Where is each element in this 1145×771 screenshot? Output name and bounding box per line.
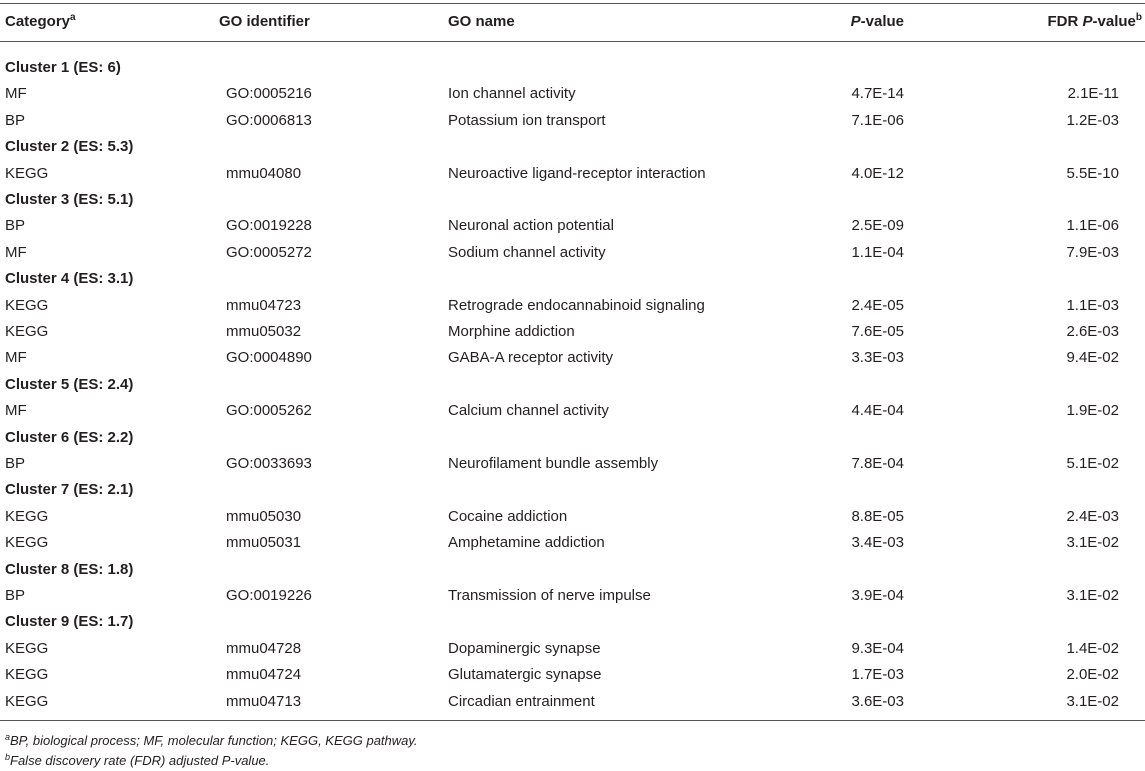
header-pvalue: P-value — [850, 13, 904, 30]
cell-category: KEGG — [5, 508, 49, 525]
cell-fdr-pvalue: 2.0E-02 — [1066, 666, 1119, 683]
cell-go-identifier: GO:0006813 — [226, 112, 312, 129]
cell-category: KEGG — [5, 534, 49, 551]
cell-fdr-pvalue: 3.1E-02 — [1066, 587, 1119, 604]
cell-pvalue: 4.7E-14 — [851, 85, 904, 102]
cell-pvalue: 7.6E-05 — [851, 323, 904, 340]
cluster-label: Cluster 4 (ES: 3.1) — [5, 270, 134, 287]
cell-go-name: Amphetamine addiction — [448, 534, 605, 551]
cell-go-identifier: GO:0019228 — [226, 217, 312, 234]
header-category: Category$^a$ — [5, 12, 76, 30]
cell-pvalue: 1.1E-04 — [851, 244, 904, 261]
cell-go-identifier: GO:0005216 — [226, 85, 312, 102]
cell-fdr-pvalue: 1.1E-06 — [1066, 217, 1119, 234]
cell-go-identifier: GO:0019226 — [226, 587, 312, 604]
cell-pvalue: 3.4E-03 — [851, 534, 904, 551]
cell-category: BP — [5, 455, 26, 472]
bottom-rule — [0, 720, 1145, 721]
header-go-name: GO name — [448, 13, 515, 30]
cluster-label: Cluster 2 (ES: 5.3) — [5, 138, 134, 155]
cell-go-identifier: mmu04724 — [226, 666, 302, 683]
cell-pvalue: 3.6E-03 — [851, 693, 904, 710]
cluster-label: Cluster 1 (ES: 6) — [5, 59, 121, 76]
cell-fdr-pvalue: 5.1E-02 — [1066, 455, 1119, 472]
cell-category: KEGG — [5, 640, 49, 657]
cell-pvalue: 7.1E-06 — [851, 112, 904, 129]
cell-fdr-pvalue: 2.1E-11 — [1067, 85, 1119, 102]
cell-go-identifier: GO:0033693 — [226, 455, 312, 472]
cell-go-identifier: GO:0005262 — [226, 402, 312, 419]
cell-go-identifier: mmu04713 — [226, 693, 302, 710]
cell-category: MF — [5, 349, 27, 366]
cell-category: MF — [5, 402, 27, 419]
cell-pvalue: 7.8E-04 — [851, 455, 904, 472]
cell-go-name: Neurofilament bundle assembly — [448, 455, 659, 472]
cell-go-name: Glutamatergic synapse — [448, 666, 602, 683]
cell-pvalue: 4.0E-12 — [851, 165, 904, 182]
cluster-label: Cluster 5 (ES: 2.4) — [5, 376, 134, 393]
cell-pvalue: 2.5E-09 — [851, 217, 904, 234]
cell-pvalue: 2.4E-05 — [851, 297, 904, 314]
cluster-label: Cluster 9 (ES: 1.7) — [5, 613, 134, 630]
cell-go-identifier: GO:0004890 — [226, 349, 312, 366]
cell-go-identifier: mmu05032 — [226, 323, 302, 340]
cell-go-name: Circadian entrainment — [448, 693, 595, 710]
cell-category: MF — [5, 244, 27, 261]
footnote-b: $^b$False discovery rate (FDR) adjusted P-value. — [5, 752, 270, 768]
cell-go-name: Sodium channel activity — [448, 244, 606, 261]
cell-pvalue: 3.9E-04 — [851, 587, 904, 604]
cell-fdr-pvalue: 3.1E-02 — [1066, 693, 1119, 710]
cell-category: KEGG — [5, 165, 49, 182]
cluster-label: Cluster 6 (ES: 2.2) — [5, 429, 134, 446]
cell-category: MF — [5, 85, 27, 102]
cell-go-identifier: GO:0005272 — [226, 244, 312, 261]
footnote-a: $^a$BP, biological process; MF, molecular function; KEGG, KEGG pathway. — [5, 732, 418, 748]
cell-go-identifier: mmu05031 — [226, 534, 302, 551]
header-rule — [0, 41, 1145, 42]
cluster-label: Cluster 3 (ES: 5.1) — [5, 191, 134, 208]
cell-pvalue: 9.3E-04 — [851, 640, 904, 657]
cell-go-name: Ion channel activity — [448, 85, 576, 102]
cell-pvalue: 1.7E-03 — [851, 666, 904, 683]
header-fdr-pvalue: FDR P-value$^b$ — [1047, 12, 1142, 30]
cluster-label: Cluster 8 (ES: 1.8) — [5, 561, 134, 578]
top-rule — [0, 3, 1145, 4]
cell-go-identifier: mmu05030 — [226, 508, 302, 525]
cluster-label: Cluster 7 (ES: 2.1) — [5, 481, 134, 498]
cell-go-name: Cocaine addiction — [448, 508, 568, 525]
cell-fdr-pvalue: 1.4E-02 — [1066, 640, 1119, 657]
cell-fdr-pvalue: 1.2E-03 — [1066, 112, 1119, 129]
cell-fdr-pvalue: 7.9E-03 — [1066, 244, 1119, 261]
cell-go-name: Retrograde endocannabinoid signaling — [448, 297, 705, 314]
cell-category: BP — [5, 112, 26, 129]
cell-fdr-pvalue: 9.4E-02 — [1066, 349, 1119, 366]
cell-go-name: Calcium channel activity — [448, 402, 609, 419]
cell-category: BP — [5, 587, 26, 604]
cell-category: KEGG — [5, 693, 49, 710]
cell-go-identifier: mmu04723 — [226, 297, 302, 314]
cell-go-name: Neuronal action potential — [448, 217, 614, 234]
cell-go-name: Morphine addiction — [448, 323, 575, 340]
footnotes — [5, 731, 418, 771]
header-go-identifier: GO identifier — [219, 13, 310, 30]
cell-go-identifier: mmu04728 — [226, 640, 302, 657]
cell-pvalue: 3.3E-03 — [851, 349, 904, 366]
cell-category: BP — [5, 217, 26, 234]
cell-pvalue: 4.4E-04 — [851, 402, 904, 419]
cell-fdr-pvalue: 2.4E-03 — [1066, 508, 1119, 525]
cell-go-name: GABA-A receptor activity — [448, 349, 614, 366]
cell-fdr-pvalue: 2.6E-03 — [1066, 323, 1119, 340]
cell-fdr-pvalue: 3.1E-02 — [1066, 534, 1119, 551]
cell-category: KEGG — [5, 297, 49, 314]
cell-go-name: Transmission of nerve impulse — [448, 587, 651, 604]
cell-fdr-pvalue: 1.9E-02 — [1066, 402, 1119, 419]
cell-go-name: Neuroactive ligand-receptor interaction — [448, 165, 706, 182]
cell-pvalue: 8.8E-05 — [851, 508, 904, 525]
cell-category: KEGG — [5, 323, 49, 340]
cell-go-name: Dopaminergic synapse — [448, 640, 601, 657]
cell-go-name: Potassium ion transport — [448, 112, 606, 129]
cell-fdr-pvalue: 1.1E-03 — [1066, 297, 1119, 314]
cell-fdr-pvalue: 5.5E-10 — [1066, 165, 1119, 182]
cell-category: KEGG — [5, 666, 49, 683]
cell-go-identifier: mmu04080 — [226, 165, 302, 182]
table-header — [0, 13, 1145, 35]
